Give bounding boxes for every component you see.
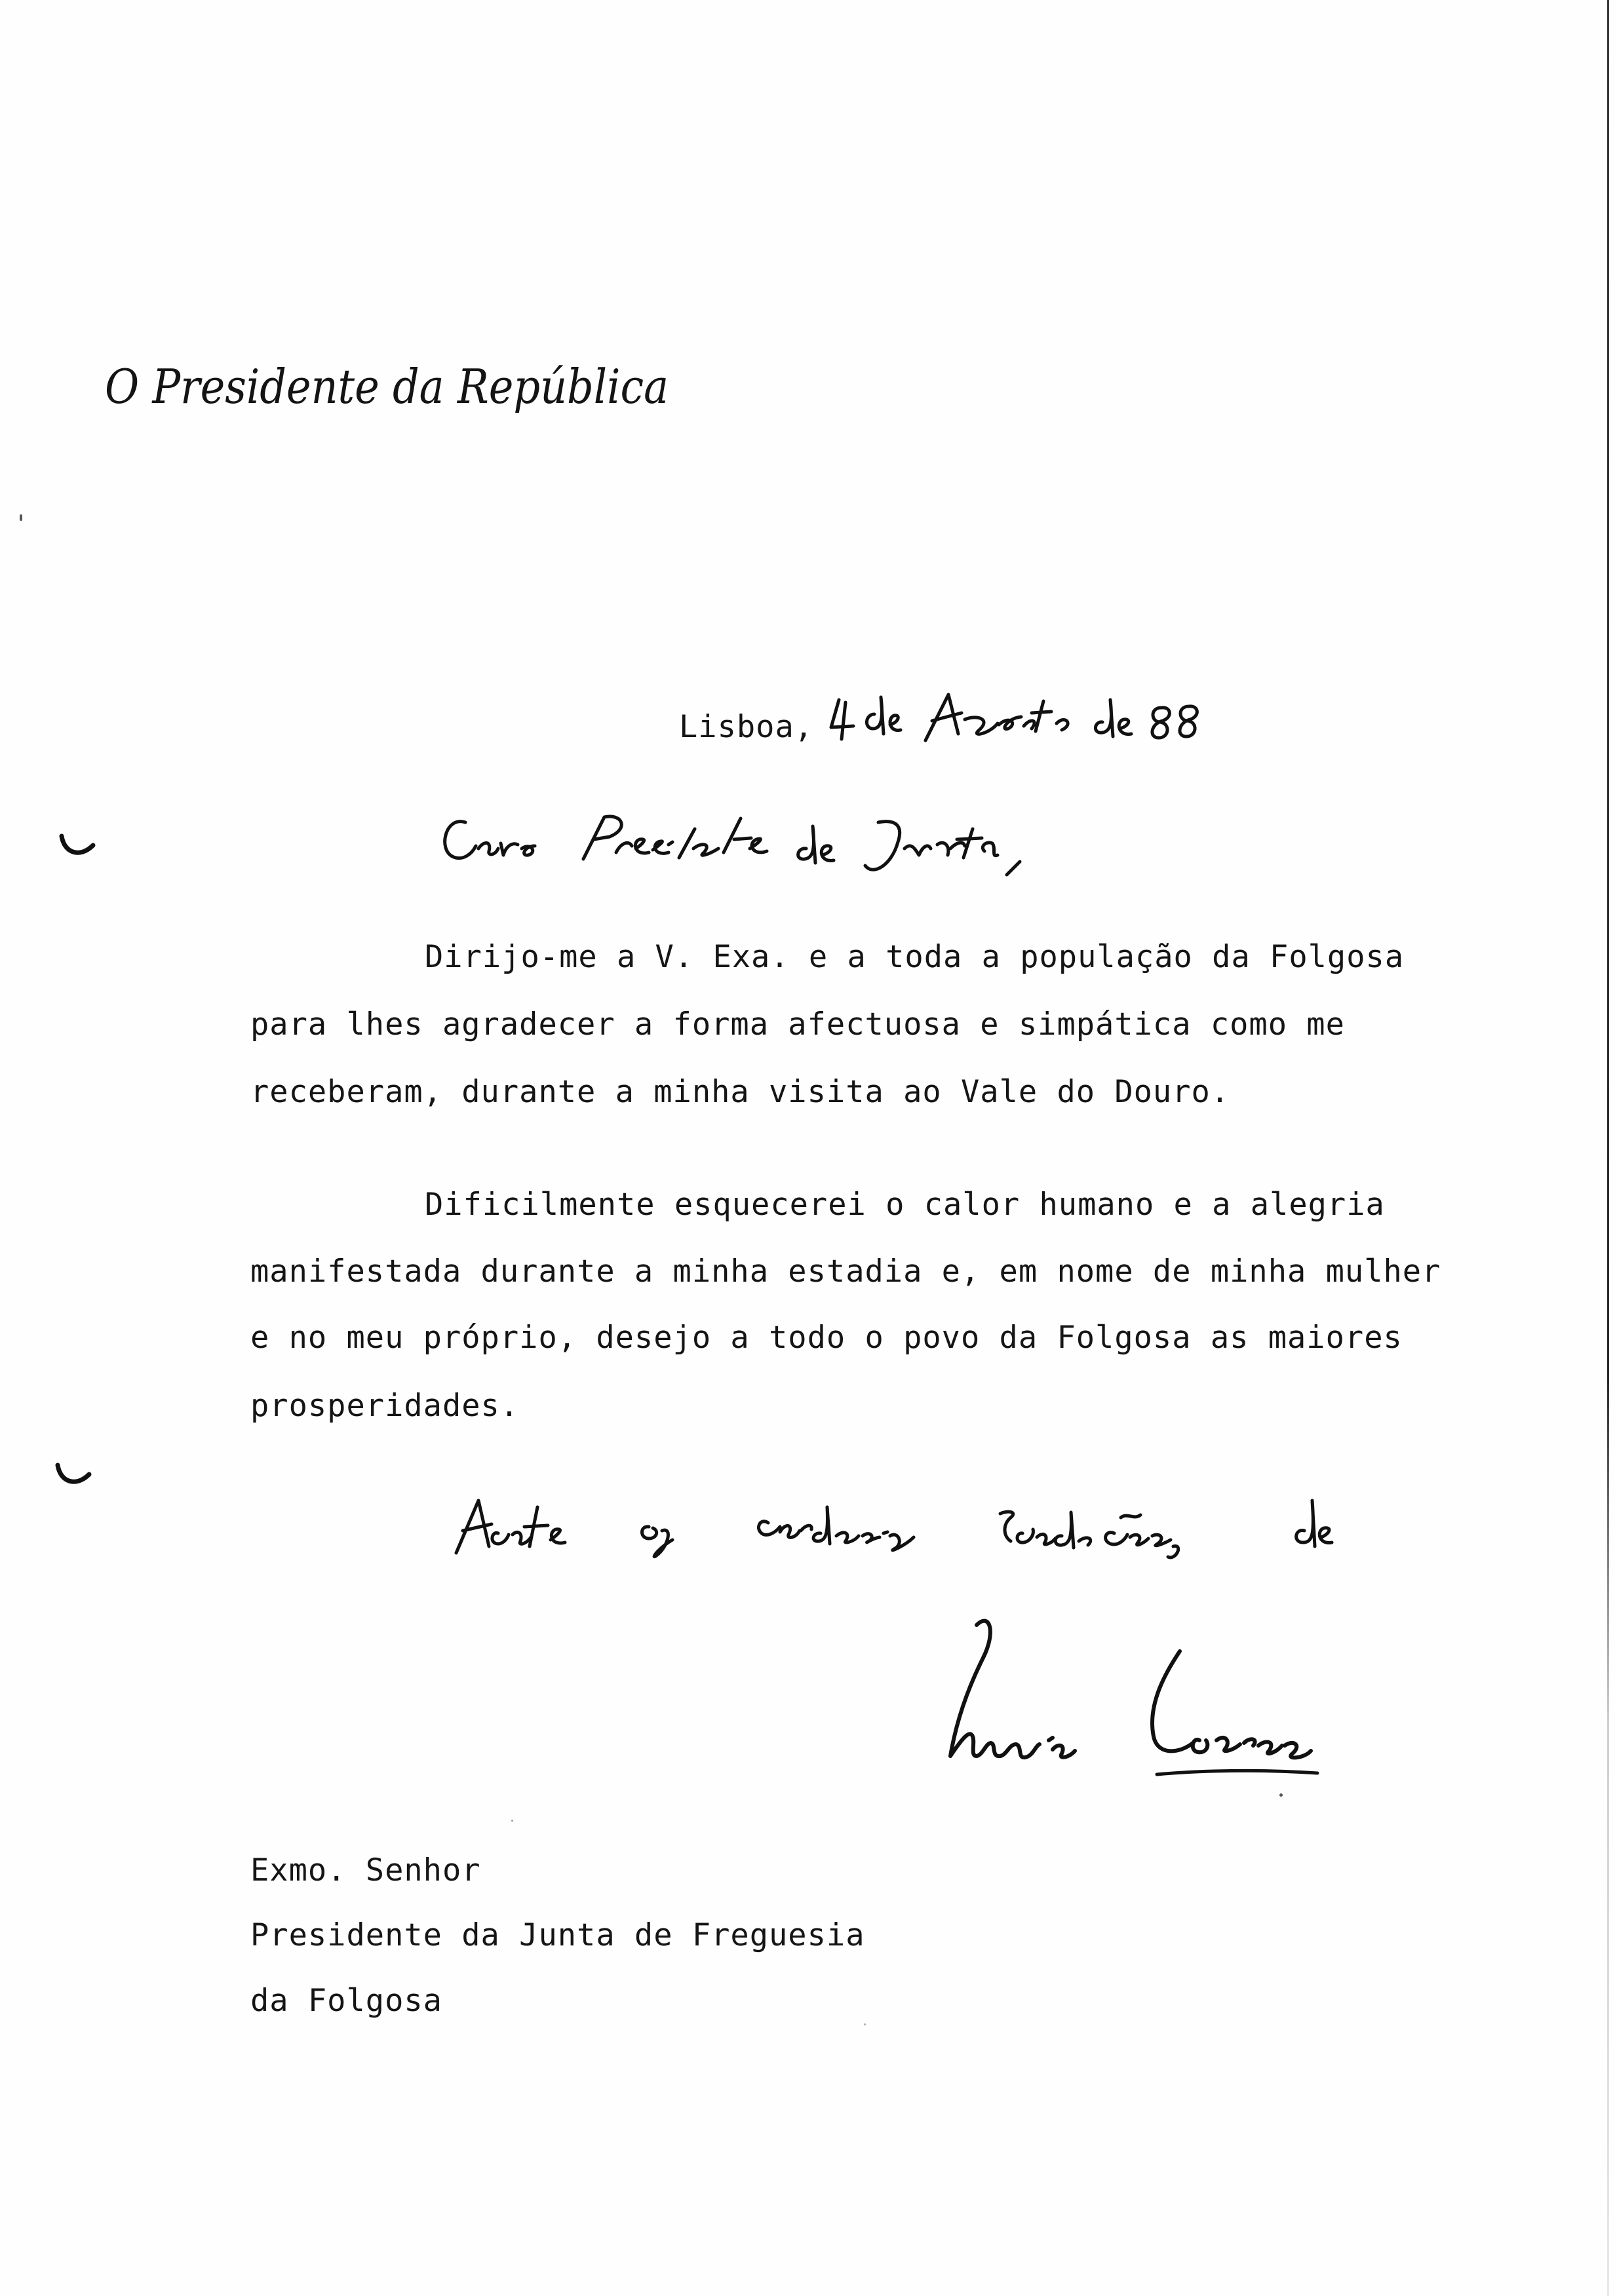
letterhead-title	[105, 351, 682, 429]
punch-hole-mark-top	[58, 831, 97, 864]
signature	[918, 1605, 1337, 1795]
letterhead-title-text: O Presidente da República	[105, 359, 669, 414]
body-paragraph2-line1: Dificilmente esquecerei o calor humano e a alegria	[425, 1187, 1385, 1223]
body-paragraph2-line2: manifestada durante a minha estadia e, em nome de minha mulher	[250, 1253, 1441, 1290]
date-place-label: Lisboa,	[679, 709, 814, 745]
margin-mark	[20, 514, 22, 521]
punch-hole-mark-bottom	[54, 1460, 93, 1493]
ink-speck-small	[511, 1820, 513, 1822]
addressee-line2: Presidente da Junta de Freguesia	[250, 1917, 865, 1953]
body-paragraph1-line3: receberam, durante a minha visita ao Vale do Douro.	[250, 1074, 1230, 1110]
body-paragraph1-line2: para lhes agradecer a forma afectuosa e simpática como me	[250, 1006, 1345, 1043]
scan-edge-line	[1607, 0, 1609, 2296]
body-paragraph1-line1: Dirijo-me a V. Exa. e a toda a população da Folgosa	[425, 939, 1405, 975]
body-paragraph2-line4: prosperidades.	[250, 1388, 520, 1424]
ink-speck-lower	[864, 2023, 866, 2025]
salutation-handwritten	[433, 803, 1062, 894]
date-handwritten	[827, 688, 1220, 760]
addressee-line1: Exmo. Senhor	[250, 1852, 481, 1888]
body-paragraph2-line3: e no meu próprio, desejo a todo o povo da Folgosa as maiores	[250, 1320, 1403, 1356]
ink-speck	[1279, 1793, 1283, 1797]
closing-handwritten	[452, 1481, 1383, 1573]
addressee-line3: da Folgosa	[250, 1983, 442, 2019]
